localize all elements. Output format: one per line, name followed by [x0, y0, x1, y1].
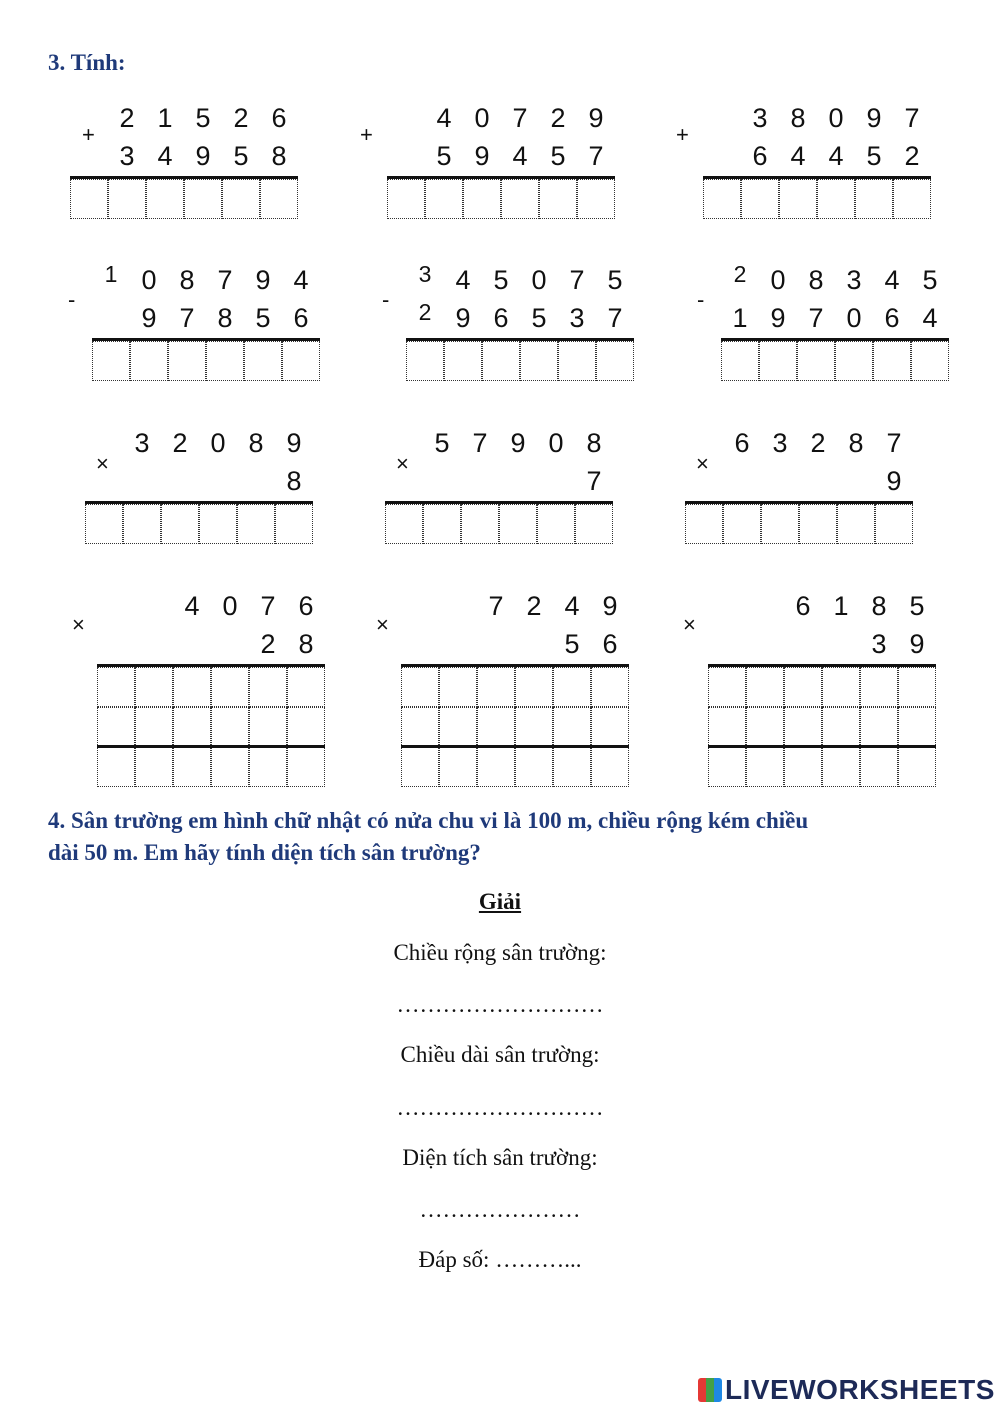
digit: 5: [531, 303, 547, 333]
answer-cell[interactable]: [703, 179, 741, 219]
digit: 7: [472, 428, 488, 458]
answer-cell[interactable]: [92, 341, 130, 381]
answer-cell[interactable]: [184, 179, 222, 219]
operand-row: [387, 141, 615, 173]
answer-cell[interactable]: [515, 707, 553, 747]
answer-cell[interactable]: [439, 667, 477, 707]
digit: 0: [141, 265, 157, 295]
operand-row: [385, 428, 613, 460]
answer-cell[interactable]: [875, 504, 913, 544]
answer-grid: [385, 501, 613, 504]
answer-cell[interactable]: [249, 667, 287, 707]
digit: 9: [455, 303, 471, 333]
digit: 7: [260, 591, 276, 621]
digit: 5: [922, 265, 938, 295]
digit: 8: [286, 466, 302, 496]
digit: 6: [602, 629, 618, 659]
answer-cell[interactable]: [406, 341, 444, 381]
answer-cell[interactable]: [211, 747, 249, 787]
logo-text: LIVEWORKSHEETS: [725, 1374, 995, 1405]
width-answer-blank[interactable]: ………………………: [396, 992, 604, 1017]
digit: 7: [586, 466, 602, 496]
digit: 3: [418, 261, 432, 287]
digit: 9: [510, 428, 526, 458]
answer-cell[interactable]: [873, 341, 911, 381]
answer-cell[interactable]: [463, 179, 501, 219]
answer-cell[interactable]: [423, 504, 461, 544]
digit: 0: [770, 265, 786, 295]
answer-cell[interactable]: [173, 667, 211, 707]
answer-cell[interactable]: [387, 179, 425, 219]
digit: 8: [790, 103, 806, 133]
digit: 2: [526, 591, 542, 621]
digit: 7: [904, 103, 920, 133]
answer-cell[interactable]: [461, 504, 499, 544]
operator-sign: +: [82, 122, 95, 147]
answer-cell[interactable]: [835, 341, 873, 381]
digit: 6: [298, 591, 314, 621]
digit: 9: [588, 103, 604, 133]
digit: 5: [436, 141, 452, 171]
digit: 3: [569, 303, 585, 333]
digit: 3: [752, 103, 768, 133]
digit: 4: [884, 265, 900, 295]
operand-row: [85, 428, 313, 460]
digit: 8: [871, 591, 887, 621]
sum-divider-line: [708, 745, 936, 748]
digit: 7: [488, 591, 504, 621]
answer-cell[interactable]: [85, 504, 123, 544]
answer-cell[interactable]: [837, 504, 875, 544]
digit: 7: [808, 303, 824, 333]
digit: 5: [255, 303, 271, 333]
digit: 7: [179, 303, 195, 333]
answer-cell[interactable]: [721, 341, 759, 381]
answer-cell[interactable]: [898, 747, 936, 787]
answer-cell[interactable]: [287, 707, 325, 747]
digit: 2: [119, 103, 135, 133]
digit: 9: [866, 103, 882, 133]
digit: 8: [848, 428, 864, 458]
digit: 7: [217, 265, 233, 295]
digit: 5: [607, 265, 623, 295]
operand-row: [703, 141, 931, 173]
answer-cell[interactable]: [97, 667, 135, 707]
length-answer-blank[interactable]: ………………………: [396, 1095, 604, 1120]
digit: 7: [588, 141, 604, 171]
answer-cell[interactable]: [723, 504, 761, 544]
operator-sign: +: [360, 122, 373, 147]
answer-cell[interactable]: [97, 707, 135, 747]
operand-row: [97, 629, 325, 661]
answer-cell[interactable]: [199, 504, 237, 544]
answer-cell[interactable]: [553, 747, 591, 787]
operator-sign: ×: [96, 451, 109, 476]
digit: 0: [828, 103, 844, 133]
digit: 6: [271, 103, 287, 133]
answer-cell[interactable]: [575, 504, 613, 544]
answer-cell[interactable]: [477, 747, 515, 787]
answer-cell[interactable]: [211, 667, 249, 707]
digit: 0: [531, 265, 547, 295]
answer-cell[interactable]: [515, 747, 553, 787]
digit: 9: [195, 141, 211, 171]
digit: 3: [846, 265, 862, 295]
answer-grid: [97, 664, 325, 667]
digit: 9: [602, 591, 618, 621]
digit: 9: [909, 629, 925, 659]
answer-cell[interactable]: [287, 747, 325, 787]
digit: 9: [141, 303, 157, 333]
answer-cell[interactable]: [287, 667, 325, 707]
digit: 5: [195, 103, 211, 133]
answer-cell[interactable]: [499, 504, 537, 544]
answer-grid: [70, 176, 298, 179]
section-4-question-line-2: dài 50 m. Em hãy tính diện tích sân trường?: [48, 840, 481, 865]
answer-cell[interactable]: [439, 707, 477, 747]
answer-cell[interactable]: [385, 504, 423, 544]
answer-cell[interactable]: [591, 747, 629, 787]
answer-cell[interactable]: [591, 707, 629, 747]
digit: 8: [586, 428, 602, 458]
answer-cell[interactable]: [482, 341, 520, 381]
answer-cell[interactable]: [135, 707, 173, 747]
answer-grid: [708, 664, 936, 667]
digit: 8: [179, 265, 195, 295]
answer-cell[interactable]: [784, 747, 822, 787]
answer-cell[interactable]: [173, 747, 211, 787]
answer-cell[interactable]: [822, 747, 860, 787]
answer-cell[interactable]: [741, 179, 779, 219]
answer-cell[interactable]: [168, 341, 206, 381]
operand-row: [401, 591, 629, 623]
answer-cell[interactable]: [893, 179, 931, 219]
operand-row: [685, 466, 913, 498]
digit: 3: [134, 428, 150, 458]
operand-row: [70, 141, 298, 173]
digit: 6: [884, 303, 900, 333]
operator-sign: +: [676, 122, 689, 147]
answer-cell[interactable]: [401, 747, 439, 787]
answer-cell[interactable]: [70, 179, 108, 219]
digit: 8: [248, 428, 264, 458]
digit: 9: [474, 141, 490, 171]
solution-title-text: Giải: [478, 889, 522, 914]
digit: 6: [293, 303, 309, 333]
operator-sign: ×: [396, 451, 409, 476]
answer-cell[interactable]: [501, 179, 539, 219]
digit: 5: [866, 141, 882, 171]
answer-grid: [92, 338, 320, 341]
answer-cell[interactable]: [211, 707, 249, 747]
digit: 4: [512, 141, 528, 171]
answer-cell[interactable]: [860, 747, 898, 787]
area-label: Diện tích sân trường:: [402, 1145, 598, 1170]
digit: 0: [222, 591, 238, 621]
answer-cell[interactable]: [244, 341, 282, 381]
digit: 3: [772, 428, 788, 458]
answer-cell[interactable]: [746, 667, 784, 707]
sum-divider-line: [97, 745, 325, 748]
answer-cell[interactable]: [596, 341, 634, 381]
digit: 7: [886, 428, 902, 458]
digit: 4: [455, 265, 471, 295]
logo-icon: [698, 1378, 722, 1402]
answer-cell[interactable]: [135, 747, 173, 787]
answer-cell[interactable]: [708, 747, 746, 787]
answer-cell[interactable]: [558, 341, 596, 381]
answer-cell[interactable]: [553, 667, 591, 707]
answer-cell[interactable]: [515, 667, 553, 707]
answer-grid: [406, 338, 634, 341]
operand-row: [406, 299, 634, 335]
answer-grid: [85, 501, 313, 504]
liveworksheets-logo: [698, 1374, 995, 1406]
sum-divider-line: [401, 745, 629, 748]
answer-cell[interactable]: [275, 504, 313, 544]
answer-cell[interactable]: [799, 504, 837, 544]
answer-cell[interactable]: [761, 504, 799, 544]
answer-cell[interactable]: [779, 179, 817, 219]
answer-cell[interactable]: [898, 707, 936, 747]
digit: 1: [732, 303, 748, 333]
digit: 4: [184, 591, 200, 621]
digit: 0: [846, 303, 862, 333]
digit: 8: [271, 141, 287, 171]
operand-row: [703, 103, 931, 135]
answer-cell[interactable]: [577, 179, 615, 219]
solution-title: [0, 887, 1000, 917]
digit: 2: [260, 629, 276, 659]
digit: 6: [734, 428, 750, 458]
digit: 7: [607, 303, 623, 333]
answer-cell[interactable]: [249, 707, 287, 747]
operand-row: [97, 591, 325, 623]
answer-cell[interactable]: [401, 707, 439, 747]
operand-row: [721, 303, 949, 335]
answer-grid: [721, 338, 949, 341]
digit: 7: [569, 265, 585, 295]
digit: 1: [833, 591, 849, 621]
answer-cell[interactable]: [911, 341, 949, 381]
answer-cell[interactable]: [708, 667, 746, 707]
operator-sign: ×: [72, 612, 85, 637]
operand-row: [721, 261, 949, 297]
digit: 4: [828, 141, 844, 171]
answer-grid: [387, 176, 615, 179]
digit: 2: [733, 261, 747, 287]
digit: 4: [564, 591, 580, 621]
answer-cell[interactable]: [135, 667, 173, 707]
operator-sign: -: [382, 287, 390, 312]
digit: 1: [157, 103, 173, 133]
width-label: Chiều rộng sân trường:: [393, 940, 607, 965]
digit: 8: [298, 629, 314, 659]
answer-cell[interactable]: [855, 179, 893, 219]
answer-cell[interactable]: [237, 504, 275, 544]
digit: 4: [922, 303, 938, 333]
operand-row: [406, 261, 634, 297]
section-4-question-line-1: 4. Sân trường em hình chữ nhật có nửa chu vi là 100 m, chiều rộng kém chiều: [48, 808, 809, 833]
answer-cell[interactable]: [123, 504, 161, 544]
answer-cell[interactable]: [746, 747, 784, 787]
digit: 9: [286, 428, 302, 458]
digit: 0: [548, 428, 564, 458]
operand-row: [85, 466, 313, 498]
answer-cell[interactable]: [553, 707, 591, 747]
answer-cell[interactable]: [817, 179, 855, 219]
answer-cell[interactable]: [477, 667, 515, 707]
digit: 1: [104, 261, 118, 287]
answer-cell[interactable]: [759, 341, 797, 381]
digit: 2: [550, 103, 566, 133]
digit: 5: [233, 141, 249, 171]
answer-cell[interactable]: [860, 707, 898, 747]
answer-cell[interactable]: [108, 179, 146, 219]
answer-cell[interactable]: [130, 341, 168, 381]
answer-cell[interactable]: [97, 747, 135, 787]
answer-grid: [401, 664, 629, 667]
length-label: Chiều dài sân trường:: [400, 1042, 600, 1067]
digit: 5: [434, 428, 450, 458]
digit: 0: [210, 428, 226, 458]
operand-row: [708, 591, 936, 623]
answer-cell[interactable]: [746, 707, 784, 747]
digit: 2: [172, 428, 188, 458]
digit: 0: [474, 103, 490, 133]
operand-row: [70, 103, 298, 135]
answer-cell[interactable]: [173, 707, 211, 747]
operator-sign: ×: [683, 612, 696, 637]
digit: 5: [564, 629, 580, 659]
answer-cell[interactable]: [477, 707, 515, 747]
operator-sign: -: [68, 287, 76, 312]
answer-cell[interactable]: [260, 179, 298, 219]
digit: 9: [255, 265, 271, 295]
area-answer-blank[interactable]: …………………: [419, 1197, 581, 1222]
answer-cell[interactable]: [708, 707, 746, 747]
digit: 7: [512, 103, 528, 133]
answer-cell[interactable]: [444, 341, 482, 381]
digit: 2: [418, 299, 432, 325]
answer-cell[interactable]: [161, 504, 199, 544]
answer-cell[interactable]: [591, 667, 629, 707]
operator-sign: ×: [696, 451, 709, 476]
answer-cell[interactable]: [822, 667, 860, 707]
digit: 4: [436, 103, 452, 133]
digit: 5: [550, 141, 566, 171]
digit: 6: [795, 591, 811, 621]
digit: 8: [808, 265, 824, 295]
answer-cell[interactable]: [860, 667, 898, 707]
answer-cell[interactable]: [685, 504, 723, 544]
answer-grid: [685, 501, 913, 504]
answer-grid: [703, 176, 931, 179]
digit: 4: [293, 265, 309, 295]
answer-cell[interactable]: [537, 504, 575, 544]
answer-cell[interactable]: [401, 667, 439, 707]
digit: 8: [217, 303, 233, 333]
answer-cell[interactable]: [146, 179, 184, 219]
answer-cell[interactable]: [784, 707, 822, 747]
operand-row: [387, 103, 615, 135]
section-3-heading: 3. Tính:: [48, 50, 126, 75]
operand-row: [708, 629, 936, 661]
digit: 5: [493, 265, 509, 295]
answer-cell[interactable]: [425, 179, 463, 219]
answer-cell[interactable]: [539, 179, 577, 219]
answer-cell[interactable]: [282, 341, 320, 381]
answer-cell[interactable]: [520, 341, 558, 381]
digit: 4: [790, 141, 806, 171]
digit: 6: [752, 141, 768, 171]
digit: 2: [810, 428, 826, 458]
digit: 2: [904, 141, 920, 171]
answer-cell[interactable]: [439, 747, 477, 787]
operator-sign: ×: [376, 612, 389, 637]
operand-row: [685, 428, 913, 460]
digit: 2: [233, 103, 249, 133]
answer-cell[interactable]: [784, 667, 822, 707]
digit: 3: [119, 141, 135, 171]
answer-cell[interactable]: [222, 179, 260, 219]
digit: 9: [770, 303, 786, 333]
final-answer[interactable]: Đáp số: ………...: [418, 1247, 582, 1272]
digit: 9: [886, 466, 902, 496]
answer-cell[interactable]: [797, 341, 835, 381]
digit: 4: [157, 141, 173, 171]
answer-cell[interactable]: [898, 667, 936, 707]
digit: 5: [909, 591, 925, 621]
answer-cell[interactable]: [206, 341, 244, 381]
operand-row: [401, 629, 629, 661]
operand-row: [92, 261, 320, 297]
digit: 3: [871, 629, 887, 659]
operator-sign: -: [697, 287, 705, 312]
answer-cell[interactable]: [822, 707, 860, 747]
digit: 6: [493, 303, 509, 333]
operand-row: [385, 466, 613, 498]
operand-row: [92, 303, 320, 335]
answer-cell[interactable]: [249, 747, 287, 787]
